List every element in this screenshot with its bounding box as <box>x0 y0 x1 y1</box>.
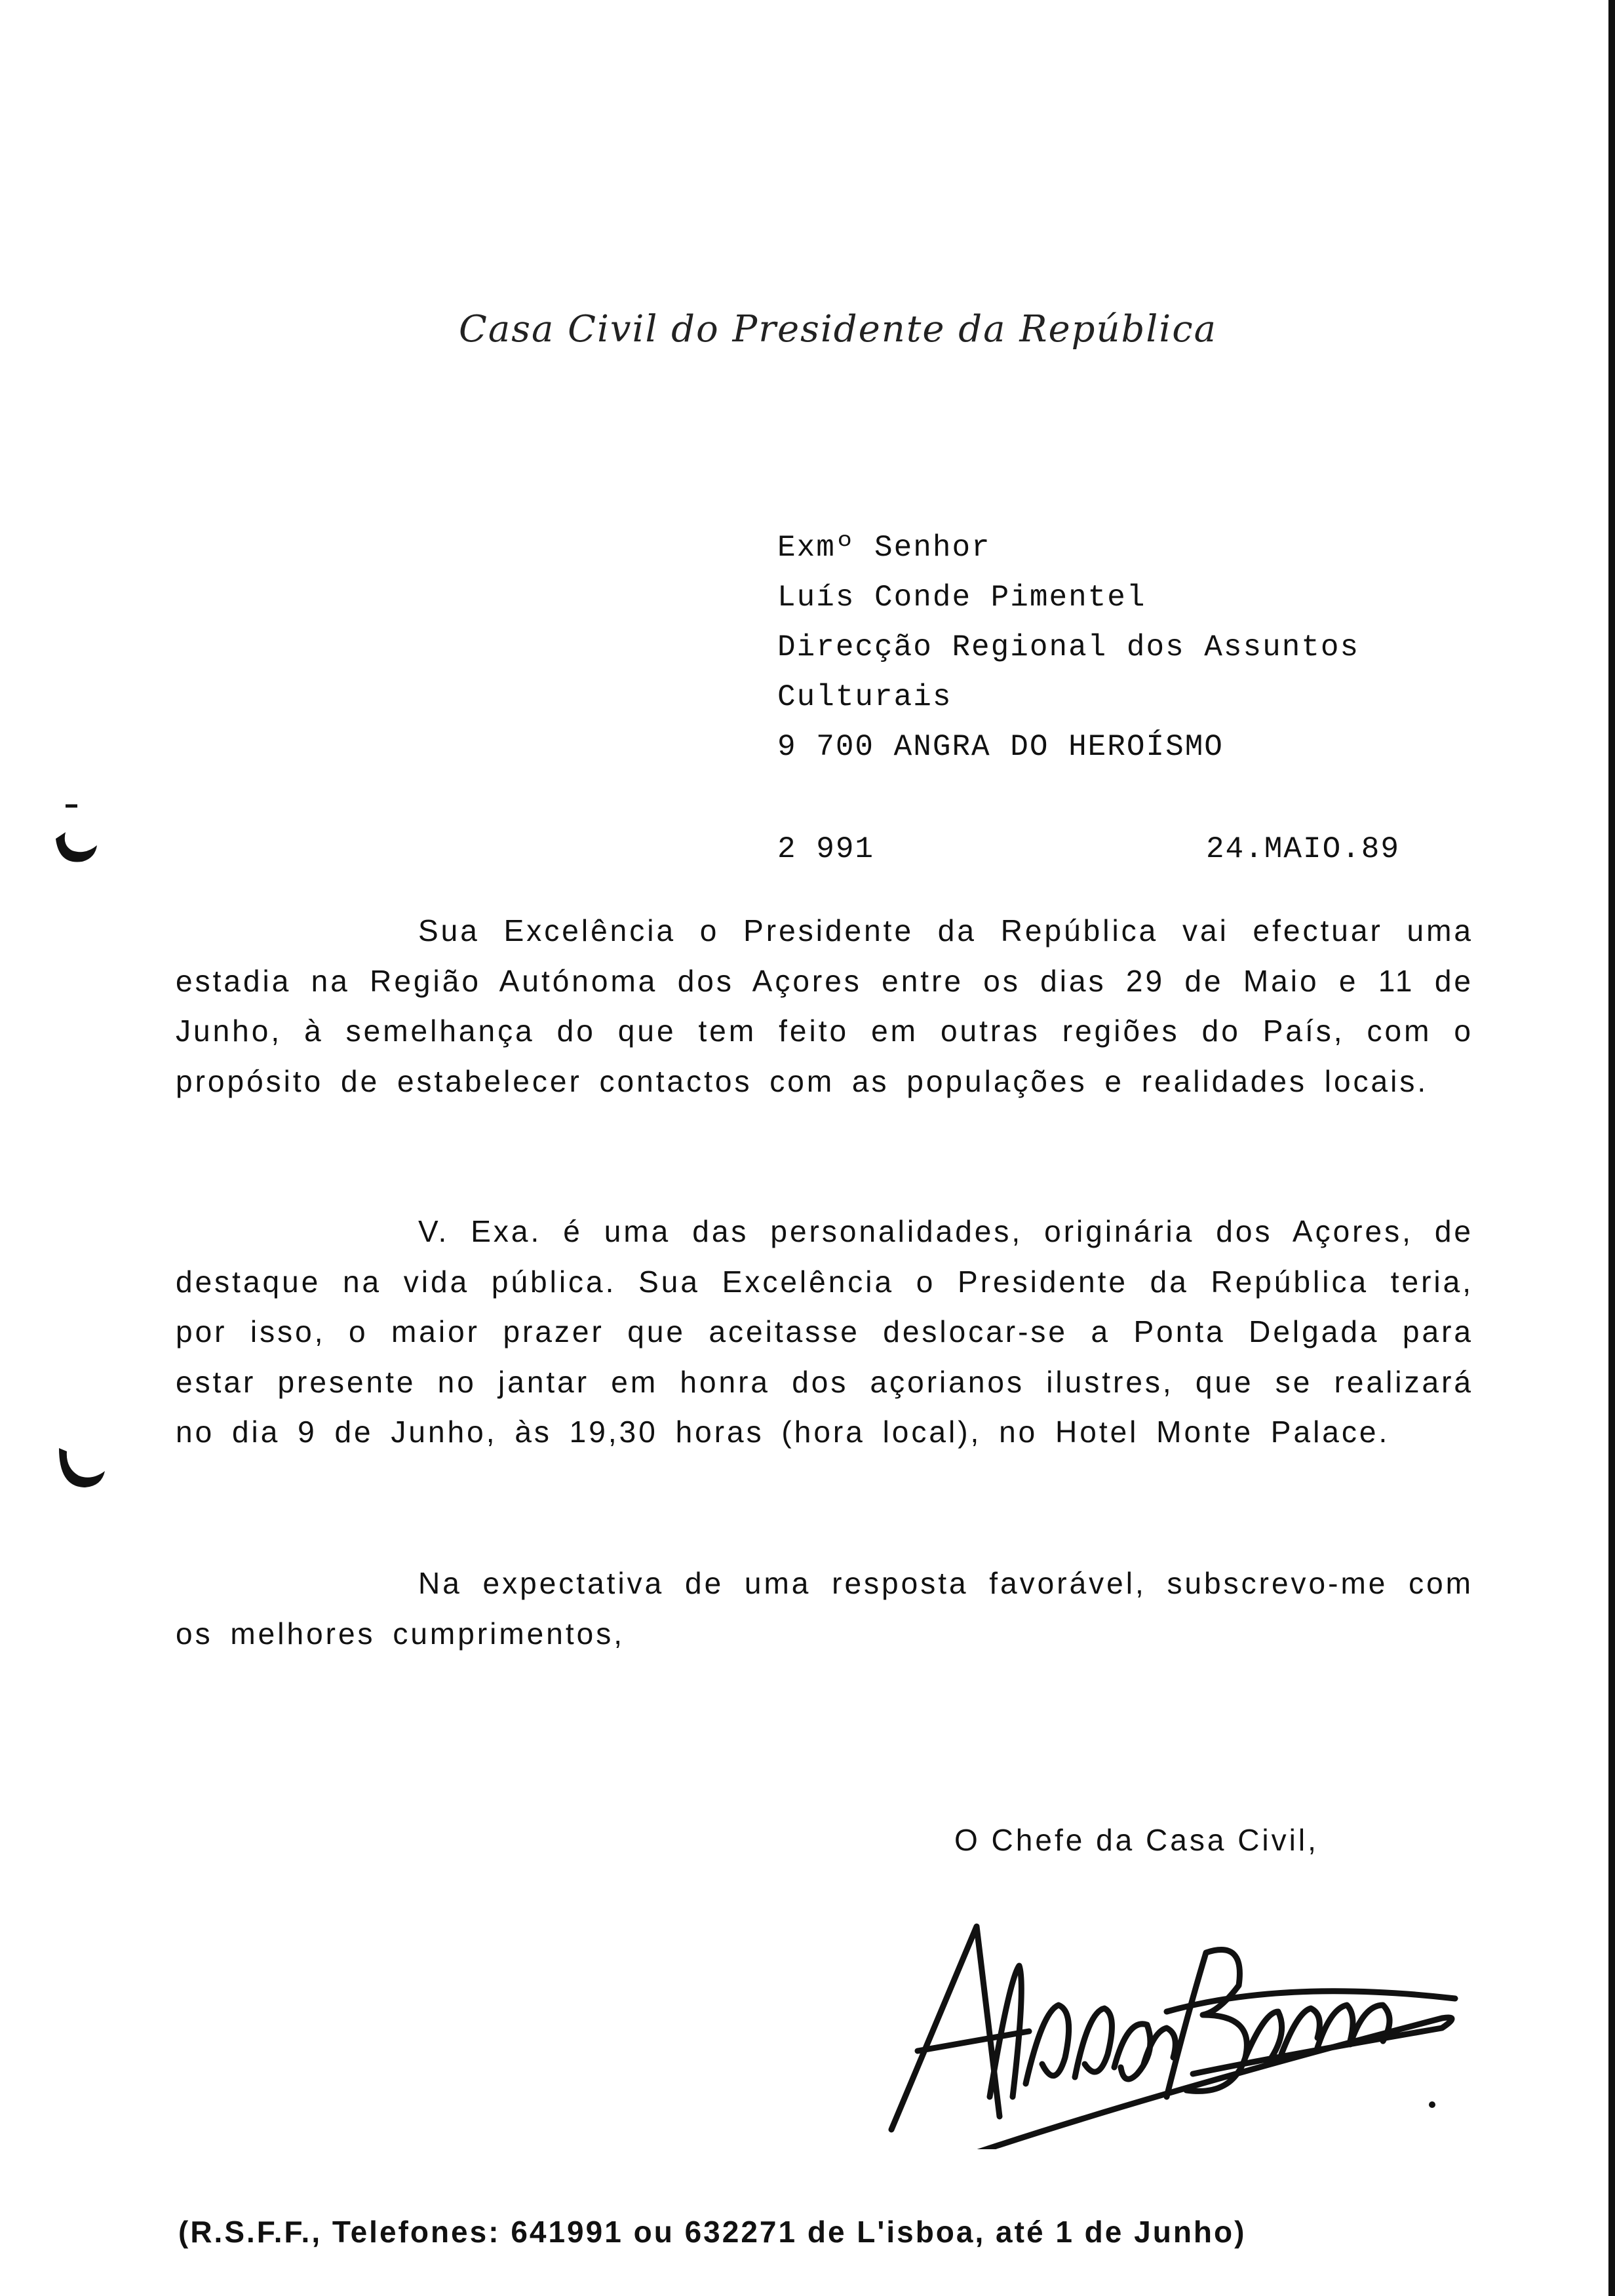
body-paragraph-2: V. Exa. é uma das personalidades, originária dos Açores, de destaque na vida pública. Sua Excelência o Presidente da República teria, por isso, o maior prazer que aceitasse deslocar-se a Ponta Delgada para estar presente no jantar em honra dos açorianos ilustres, que se realizará no dia 9 de Junho, às 19,30 horas (hora local), no Hotel Monte Palace. <box>176 1214 1473 1449</box>
recipient-organization: Direcção Regional dos Assuntos <box>777 630 1360 664</box>
punch-hole-mark-lower <box>46 1428 111 1501</box>
punch-hole-mark-upper <box>46 780 105 871</box>
footer-note: (R.S.F.F., Telefones: 641991 ou 632271 de L'isboa, até 1 de Junho) <box>178 2215 1247 2249</box>
body-paragraph-3: Na expectativa de uma resposta favorável, subscrevo-me com os melhores cumprimentos, <box>176 1566 1473 1651</box>
closing-title: O Chefe da Casa Civil, <box>954 1823 1319 1857</box>
letterhead: Casa Civil do Presidente da República <box>459 308 1217 351</box>
recipient-name: Luís Conde Pimentel <box>777 581 1146 615</box>
letter-date: 24.MAIO.89 <box>1205 832 1400 866</box>
page-edge <box>1608 0 1615 2296</box>
recipient-organization-cont: Culturais <box>777 680 952 714</box>
body-paragraph-1: Sua Excelência o Presidente da República vai efectuar uma estadia na Região Autónoma dos Açores entre os dias 29 de Maio e 11 de Junho, à semelhança do que tem feito em outras regiões do País, com o propósito de estabelecer contactos com as populações e realidades locais. <box>176 913 1473 1098</box>
recipient-salutation: Exmº Senhor <box>777 531 991 565</box>
recipient-city: 9 700 ANGRA DO HEROÍSMO <box>777 730 1224 764</box>
reference-number: 2 991 <box>777 832 875 866</box>
recipient-address <box>777 523 1498 772</box>
signature <box>878 1900 1468 2149</box>
reference-row <box>777 824 1400 874</box>
